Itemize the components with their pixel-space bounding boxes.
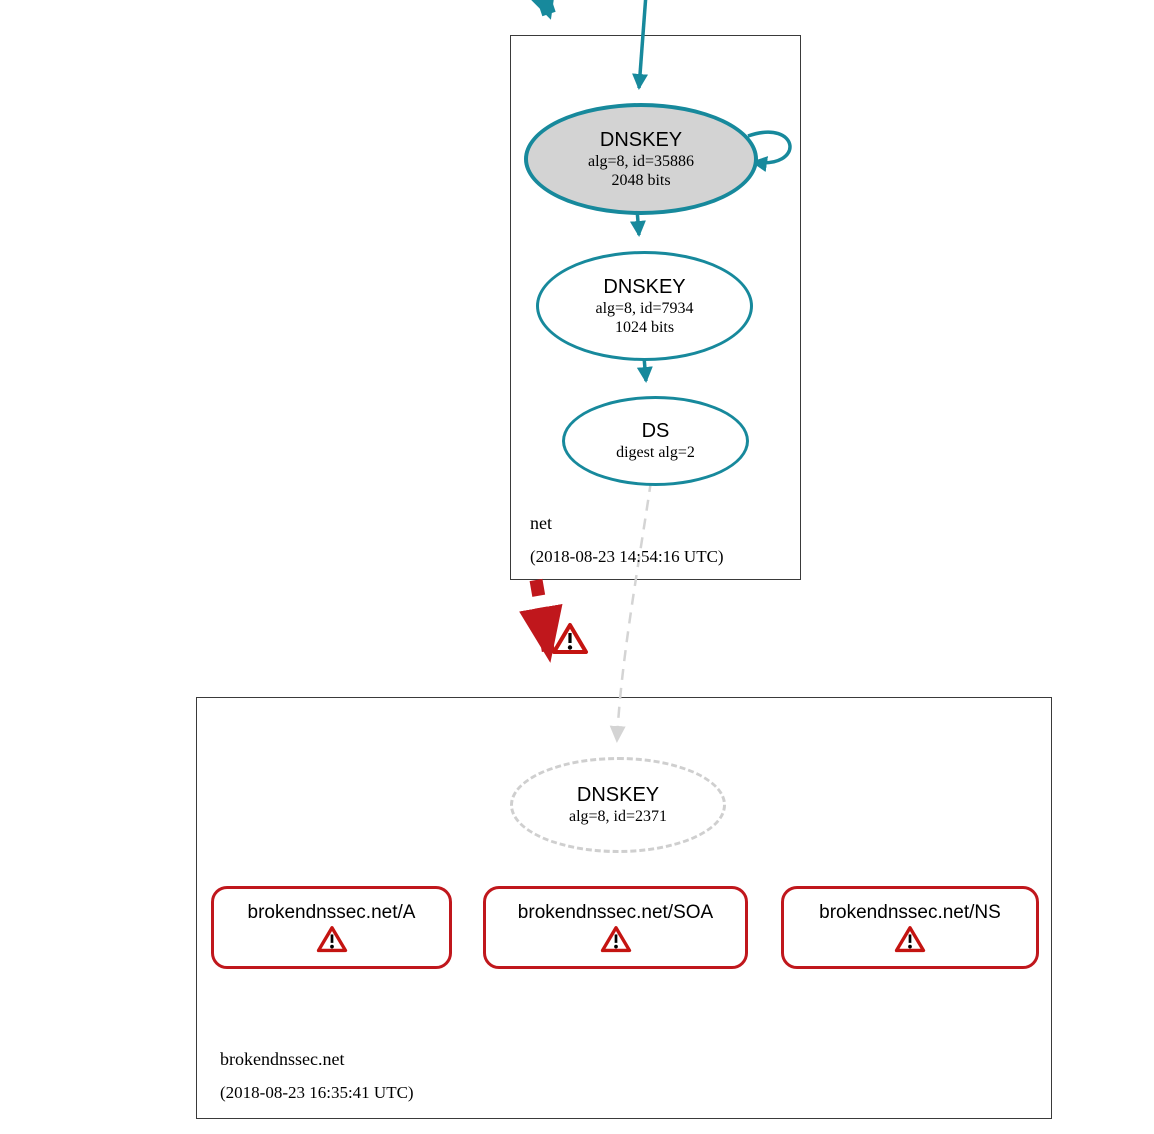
- node-dnskey-zsk-net[interactable]: [536, 251, 753, 361]
- warning-triangle-icon: [894, 925, 926, 954]
- edge-delegation-bogus: [536, 580, 549, 655]
- zone-name-net: net: [530, 513, 552, 533]
- node-title: DS: [641, 420, 670, 442]
- node-title: DNSKEY: [603, 275, 686, 298]
- warning-triangle-icon: [551, 622, 589, 656]
- node-title: DNSKEY: [599, 128, 683, 151]
- node-dnskey-brokendnssec[interactable]: [510, 757, 726, 853]
- zone-timestamp-net: (2018-08-23 14:54:16 UTC): [530, 547, 724, 566]
- node-detail: alg=8, id=2371: [568, 808, 668, 825]
- zone-timestamp-brokendnssec: (2018-08-23 16:35:41 UTC): [220, 1083, 414, 1102]
- rrset-label: brokendnssec.net/NS: [819, 901, 1001, 923]
- edge-parent-thick-secure: [537, 0, 549, 14]
- rrset-label: brokendnssec.net/SOA: [517, 901, 714, 923]
- node-rrset-soa[interactable]: [483, 886, 748, 969]
- zone-name-brokendnssec: brokendnssec.net: [220, 1049, 345, 1069]
- rrset-label: brokendnssec.net/A: [247, 901, 416, 923]
- node-dnskey-ksk-net[interactable]: [524, 103, 758, 215]
- node-rrset-a[interactable]: [211, 886, 452, 969]
- node-detail: 2048 bits: [611, 171, 671, 189]
- node-rrset-ns[interactable]: [781, 886, 1039, 969]
- warning-triangle-icon: [316, 925, 348, 954]
- node-detail: digest alg=2: [616, 444, 695, 461]
- node-detail: alg=8, id=35886: [587, 152, 695, 170]
- warning-triangle-icon: [600, 925, 632, 954]
- node-title: DNSKEY: [576, 784, 660, 806]
- node-ds-net[interactable]: [562, 396, 749, 486]
- node-detail: 1024 bits: [614, 318, 675, 336]
- node-detail: alg=8, id=7934: [595, 299, 694, 317]
